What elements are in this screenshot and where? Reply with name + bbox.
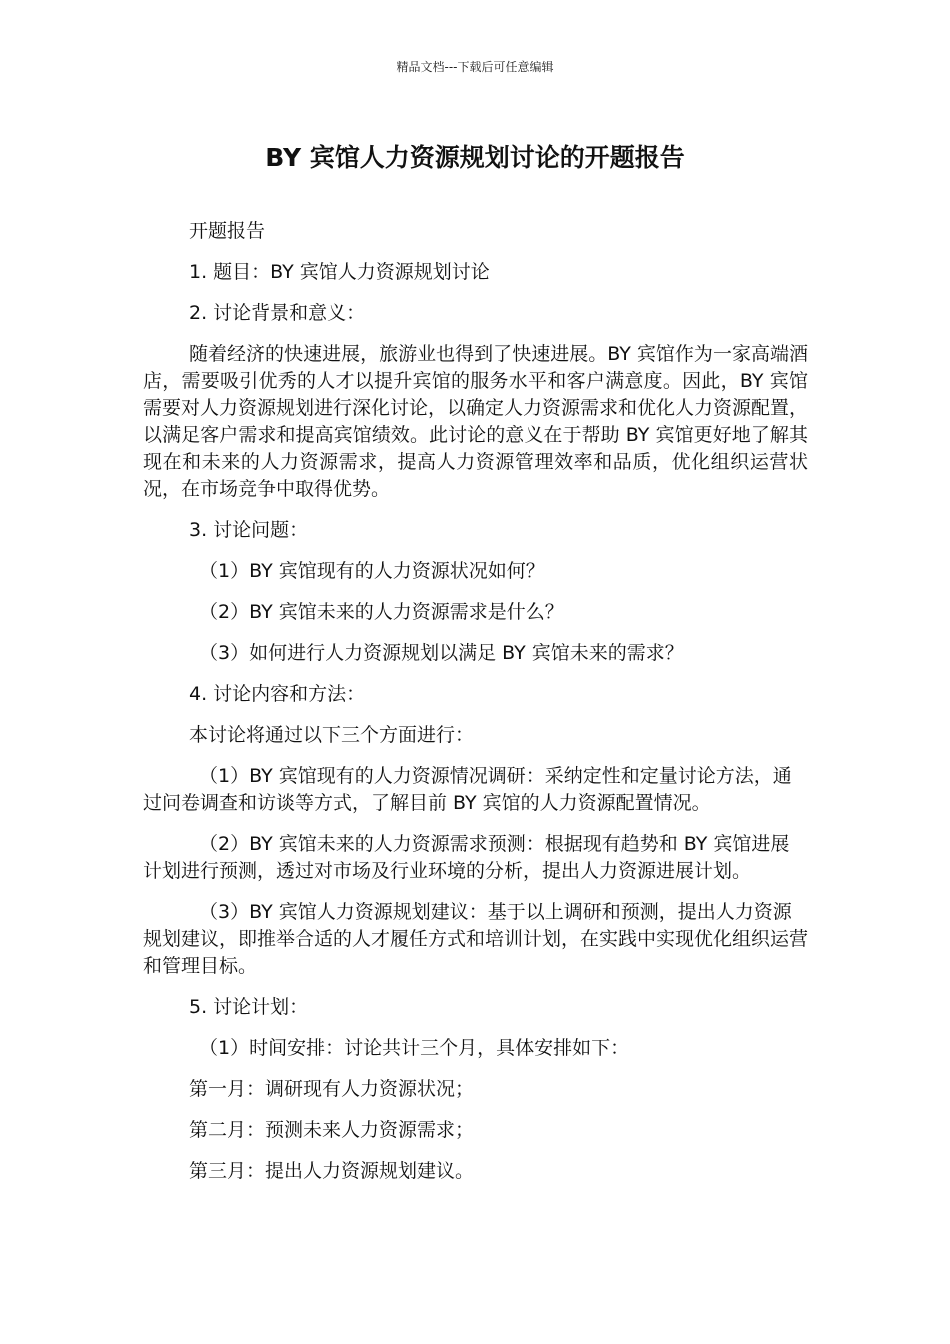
question-item-1: （1）BY 宾馆现有的人力资源状况如何？	[199, 560, 545, 582]
heading-plan: 5. 讨论计划：	[189, 996, 309, 1018]
heading-questions: 3. 讨论问题：	[189, 519, 309, 541]
plan-item-schedule: （1）时间安排：讨论共计三个月，具体安排如下：	[199, 1037, 630, 1059]
heading-topic: 1. 题目：BY 宾馆人力资源规划讨论	[189, 261, 490, 283]
section-label-report: 开题报告	[189, 220, 266, 242]
heading-background: 2. 讨论背景和意义：	[189, 302, 366, 324]
paragraph-background: 随着经济的快速进展，旅游业也得到了快速进展。BY 宾馆作为一家高端酒店，需要吸引优秀的人才以提升宾馆的服务水平和客户满意度。因此，BY 宾馆需要对人力资源规划进行深化讨论，以确定人力资源需求和优化人力资源配置，以满足客户需求和提高宾馆绩效。此讨论的意义在于帮助 BY 宾馆更好地了解其现在和未来的人力资源需求，提高人力资源管理效率和品质，优化组织运营状况，在市场竞争中取得优势。	[143, 343, 809, 500]
method-item-3: （3）BY 宾馆人力资源规划建议：基于以上调研和预测，提出人力资源规划建议，即推举合适的人才履任方式和培训计划，在实践中实现优化组织运营和管理目标。	[143, 901, 809, 977]
method-item-1: （1）BY 宾馆现有的人力资源情况调研：采纳定性和定量讨论方法，通过问卷调查和访谈等方式，了解目前 BY 宾馆的人力资源配置情况。	[143, 765, 792, 814]
document-title: BY 宾馆人力资源规划讨论的开题报告	[265, 143, 685, 172]
heading-content-methods: 4. 讨论内容和方法：	[189, 683, 366, 705]
method-item-2: （2）BY 宾馆未来的人力资源需求预测：根据现有趋势和 BY 宾馆进展计划进行预测，透过对市场及行业环境的分析，提出人力资源进展计划。	[143, 833, 790, 882]
page-header-note: 精品文档---下载后可任意编辑	[396, 60, 554, 74]
schedule-month-1: 第一月：调研现有人力资源状况；	[189, 1078, 475, 1100]
schedule-month-2: 第二月：预测未来人力资源需求；	[189, 1119, 475, 1141]
question-item-3: （3）如何进行人力资源规划以满足 BY 宾馆未来的需求？	[199, 642, 684, 664]
paragraph-intro-aspects: 本讨论将通过以下三个方面进行：	[189, 724, 475, 746]
schedule-month-3: 第三月：提出人力资源规划建议。	[189, 1160, 475, 1182]
question-item-2: （2）BY 宾馆未来的人力资源需求是什么？	[199, 601, 564, 623]
document-body	[143, 218, 808, 1199]
